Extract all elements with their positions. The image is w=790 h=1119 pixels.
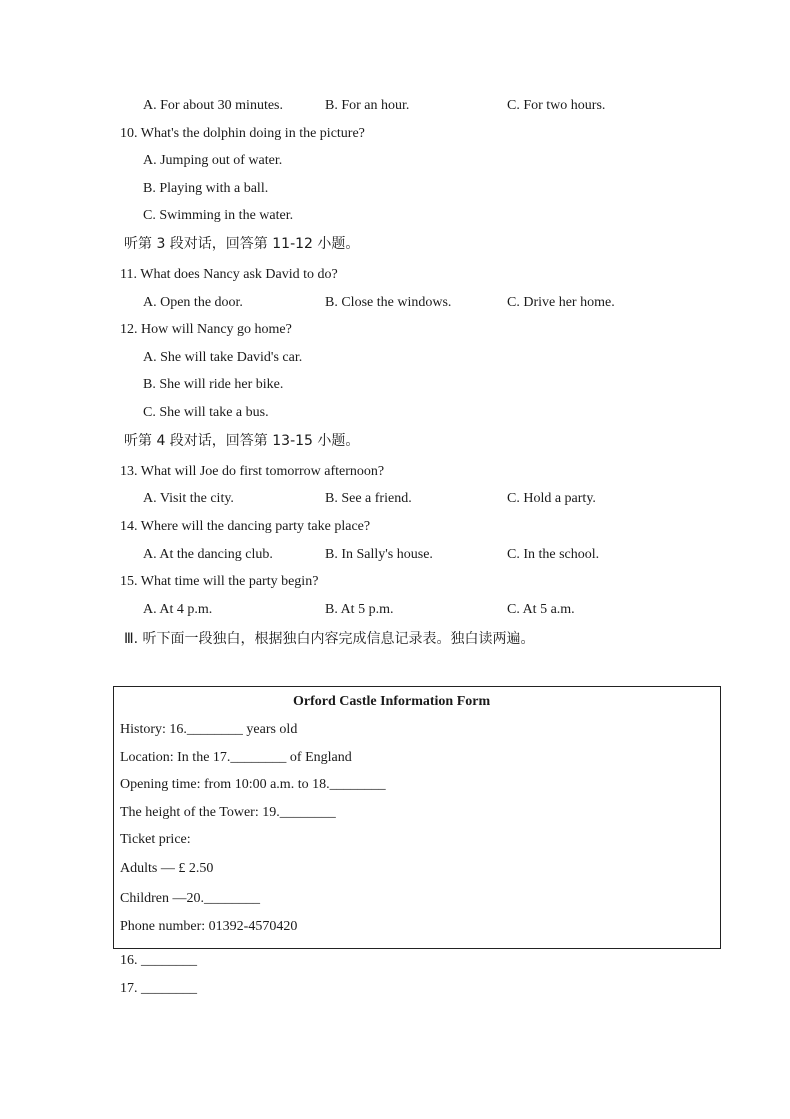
q13-option-b: B. See a friend. [325, 491, 412, 506]
q14-stem: 14. Where will the dancing party take place? [120, 519, 371, 534]
q13-option-c: C. Hold a party. [507, 491, 596, 506]
q14-option-b: B. In Sally's house. [325, 547, 433, 562]
q9-option-c: C. For two hours. [507, 98, 606, 113]
form-history-row [120, 721, 297, 739]
q14-option-c: C. In the school. [507, 547, 600, 562]
blank-18: 18.________ [312, 777, 386, 792]
form-phone: Phone number: 01392-4570420 [120, 919, 298, 934]
q15-option-a: A. At 4 p.m. [143, 602, 213, 617]
q13-option-a: A. Visit the city. [143, 491, 234, 506]
q13-stem: 13. What will Joe do first tomorrow afternoon? [120, 464, 385, 479]
q9-option-b: B. For an hour. [325, 98, 410, 113]
form-title: Orford Castle Information Form [293, 694, 491, 709]
q10-stem: 10. What's the dolphin doing in the picture? [120, 126, 365, 141]
answer-line-16: 16. ________ [120, 953, 197, 968]
form-height-label: The height of the Tower: [120, 805, 263, 820]
q10-option-a: A. Jumping out of water. [143, 153, 283, 168]
form-opening-label: Opening time: from 10:00 a.m. to [120, 777, 313, 792]
form-children-row [120, 890, 260, 908]
q10-option-b: B. Playing with a ball. [143, 181, 269, 196]
answer-line-17: 17. ________ [120, 981, 197, 996]
form-adults-price: Adults — £ 2.50 [120, 861, 214, 876]
q15-stem: 15. What time will the party begin? [120, 574, 319, 589]
q12-option-b: B. She will ride her bike. [143, 377, 284, 392]
q11-option-a: A. Open the door. [143, 295, 243, 310]
form-ticket-label: Ticket price: [120, 832, 191, 847]
q11-stem: 11. What does Nancy ask David to do? [120, 267, 338, 282]
form-history-label: History: [120, 722, 170, 737]
q9-option-a: A. For about 30 minutes. [143, 98, 283, 113]
blank-20: 20.________ [186, 891, 260, 906]
q14-option-a: A. At the dancing club. [143, 547, 273, 562]
q15-option-c: C. At 5 a.m. [507, 602, 575, 617]
part-3-heading: Ⅲ. 听下面一段独白，根据独白内容完成信息记录表。独白读两遍。 [124, 631, 535, 647]
form-location-label: Location: In the [120, 750, 213, 765]
blank-19: 19.________ [262, 805, 336, 820]
q10-option-c: C. Swimming in the water. [143, 208, 294, 223]
form-opening-row [120, 776, 386, 794]
section-3-heading: 听第 3 段对话，回答第 11-12 小题。 [124, 236, 360, 252]
section-4-heading: 听第 4 段对话，回答第 13-15 小题。 [124, 433, 360, 449]
form-location-suffix: of England [286, 750, 352, 765]
form-height-row [120, 804, 336, 822]
form-location-row [120, 749, 352, 767]
q12-option-c: C. She will take a bus. [143, 405, 269, 420]
form-children-label: Children — [120, 891, 187, 906]
q15-option-b: B. At 5 p.m. [325, 602, 394, 617]
blank-16: 16.________ [169, 722, 243, 737]
q11-option-b: B. Close the windows. [325, 295, 452, 310]
q12-stem: 12. How will Nancy go home? [120, 322, 292, 337]
q12-option-a: A. She will take David's car. [143, 350, 303, 365]
q11-option-c: C. Drive her home. [507, 295, 615, 310]
blank-17: 17.________ [212, 750, 287, 765]
form-history-suffix: years old [242, 722, 298, 737]
